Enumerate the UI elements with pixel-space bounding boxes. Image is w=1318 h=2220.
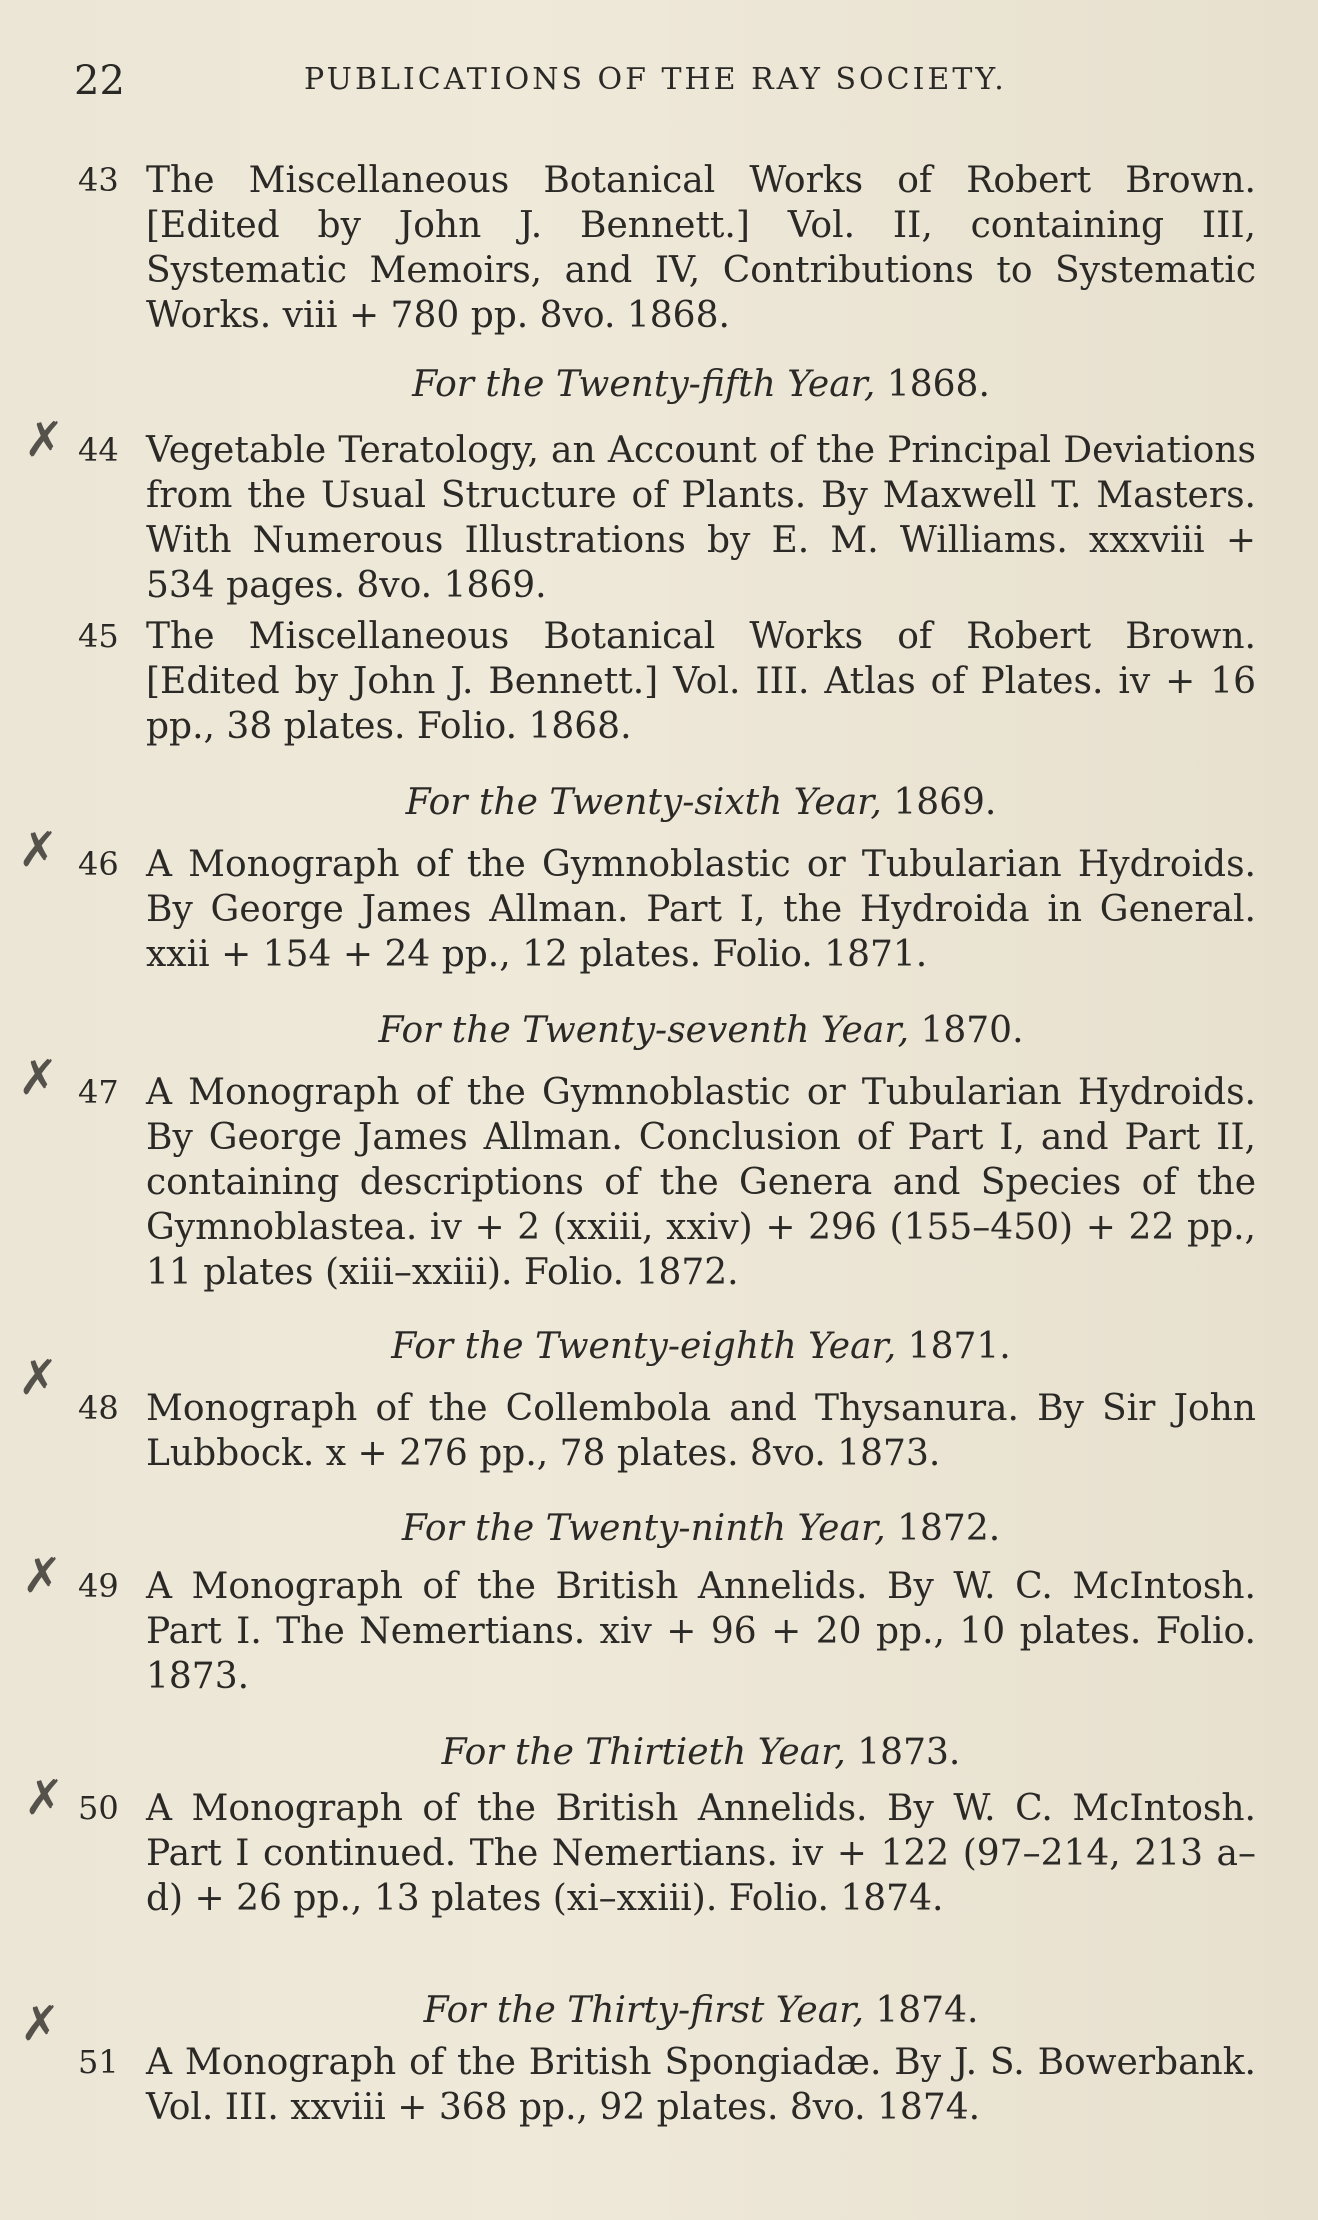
pencil-check-mark-icon: ✗ <box>24 412 65 468</box>
running-head: PUBLICATIONS OF THE RAY SOCIETY. <box>304 62 1007 97</box>
pencil-check-mark-icon: ✗ <box>18 1350 59 1406</box>
year-heading <box>146 1990 1256 2031</box>
year-heading-year: 1873. <box>857 1732 961 1773</box>
entry-text: A Monograph of the Gymnoblastic or Tubularian Hydroids. By George James Allman. Part I, the Hydroida in General. xxii + 154 + 24 pp., 12 plates. Folio. 1871. <box>146 844 1256 975</box>
entry-number: 50 <box>78 1789 119 1827</box>
entry-number: 48 <box>78 1389 119 1427</box>
year-heading-year: 1869. <box>893 782 997 823</box>
entry-text: Vegetable Teratology, an Account of the Principal Deviations from the Usual Structure of Plants. By Maxwell T. Masters. With Numerous Illustrations by E. M. Williams. xxxviii + 534 pages. 8vo. 1869. <box>146 430 1256 606</box>
entry-number: 44 <box>78 431 119 469</box>
entry-number: 47 <box>78 1073 119 1111</box>
list-item <box>78 842 1256 977</box>
list-item <box>78 428 1256 608</box>
year-heading-label: For the Twenty-ninth Year, <box>401 1508 886 1549</box>
year-heading-label: For the Thirtieth Year, <box>441 1732 846 1773</box>
list-item <box>78 614 1256 749</box>
year-heading <box>146 1010 1256 1051</box>
list-item <box>78 158 1256 338</box>
pencil-check-mark-icon: ✗ <box>20 1996 61 2052</box>
pencil-check-mark-icon: ✗ <box>22 1548 63 1604</box>
entry-text: A Monograph of the British Spongiadæ. By J. S. Bowerbank. Vol. III. xxviii + 368 pp., 92 plates. 8vo. 1874. <box>146 2042 1256 2128</box>
year-heading-year: 1871. <box>907 1326 1011 1367</box>
list-item <box>78 1386 1256 1476</box>
entry-text: A Monograph of the British Annelids. By W. C. McIntosh. Part I. The Nemertians. xiv + 96 + 20 pp., 10 plates. Folio. 1873. <box>146 1566 1256 1697</box>
year-heading-year: 1868. <box>886 364 990 405</box>
page-number: 22 <box>74 58 125 104</box>
pencil-check-mark-icon: ✗ <box>18 822 59 878</box>
year-heading <box>146 364 1256 405</box>
entry-number: 45 <box>78 617 119 655</box>
entry-text: The Miscellaneous Botanical Works of Robert Brown. [Edited by John J. Bennett.] Vol. III. Atlas of Plates. iv + 16 pp., 38 plates. Folio. 1868. <box>146 616 1256 747</box>
year-heading <box>146 1732 1256 1773</box>
entry-number: 51 <box>78 2043 119 2081</box>
year-heading-label: For the Twenty-fifth Year, <box>412 364 876 405</box>
year-heading <box>146 782 1256 823</box>
entry-number: 49 <box>78 1567 119 1605</box>
pencil-check-mark-icon: ✗ <box>18 1050 59 1106</box>
year-heading-year: 1874. <box>875 1990 979 2031</box>
year-heading-label: For the Twenty-seventh Year, <box>378 1010 910 1051</box>
pencil-check-mark-icon: ✗ <box>24 1770 65 1826</box>
list-item <box>78 1786 1256 1921</box>
entry-text: A Monograph of the British Annelids. By W. C. McIntosh. Part I continued. The Nemertians. iv + 122 (97–214, 213 a–d) + 26 pp., 13 plates (xi–xxiii). Folio. 1874. <box>146 1788 1256 1919</box>
entry-number: 46 <box>78 845 119 883</box>
year-heading-year: 1870. <box>920 1010 1024 1051</box>
entry-text: A Monograph of the Gymnoblastic or Tubularian Hydroids. By George James Allman. Conclusion of Part I, and Part II, containing descriptions of the Genera and Species of the Gymnoblastea. iv + 2 (xxiii, xxiv) + 296 (155–450) + 22 pp., 11 plates (xiii–xxiii). Folio. 1872. <box>146 1072 1256 1293</box>
entry-number: 43 <box>78 161 119 199</box>
page-header <box>74 58 1254 108</box>
list-item <box>78 1564 1256 1699</box>
year-heading-label: For the Twenty-sixth Year, <box>405 782 882 823</box>
year-heading <box>146 1508 1256 1549</box>
list-item <box>78 1070 1256 1295</box>
entry-text: The Miscellaneous Botanical Works of Robert Brown. [Edited by John J. Bennett.] Vol. II, containing III, Systematic Memoirs, and IV, Contributions to Systematic Works. viii + 780 pp. 8vo. 1868. <box>146 160 1256 336</box>
year-heading-year: 1872. <box>897 1508 1001 1549</box>
year-heading <box>146 1326 1256 1367</box>
entry-text: Monograph of the Collembola and Thysanura. By Sir John Lubbock. x + 276 pp., 78 plates. 8vo. 1873. <box>146 1388 1256 1474</box>
year-heading-label: For the Twenty-eighth Year, <box>391 1326 897 1367</box>
list-item <box>78 2040 1256 2130</box>
year-heading-label: For the Thirty-first Year, <box>423 1990 864 2031</box>
